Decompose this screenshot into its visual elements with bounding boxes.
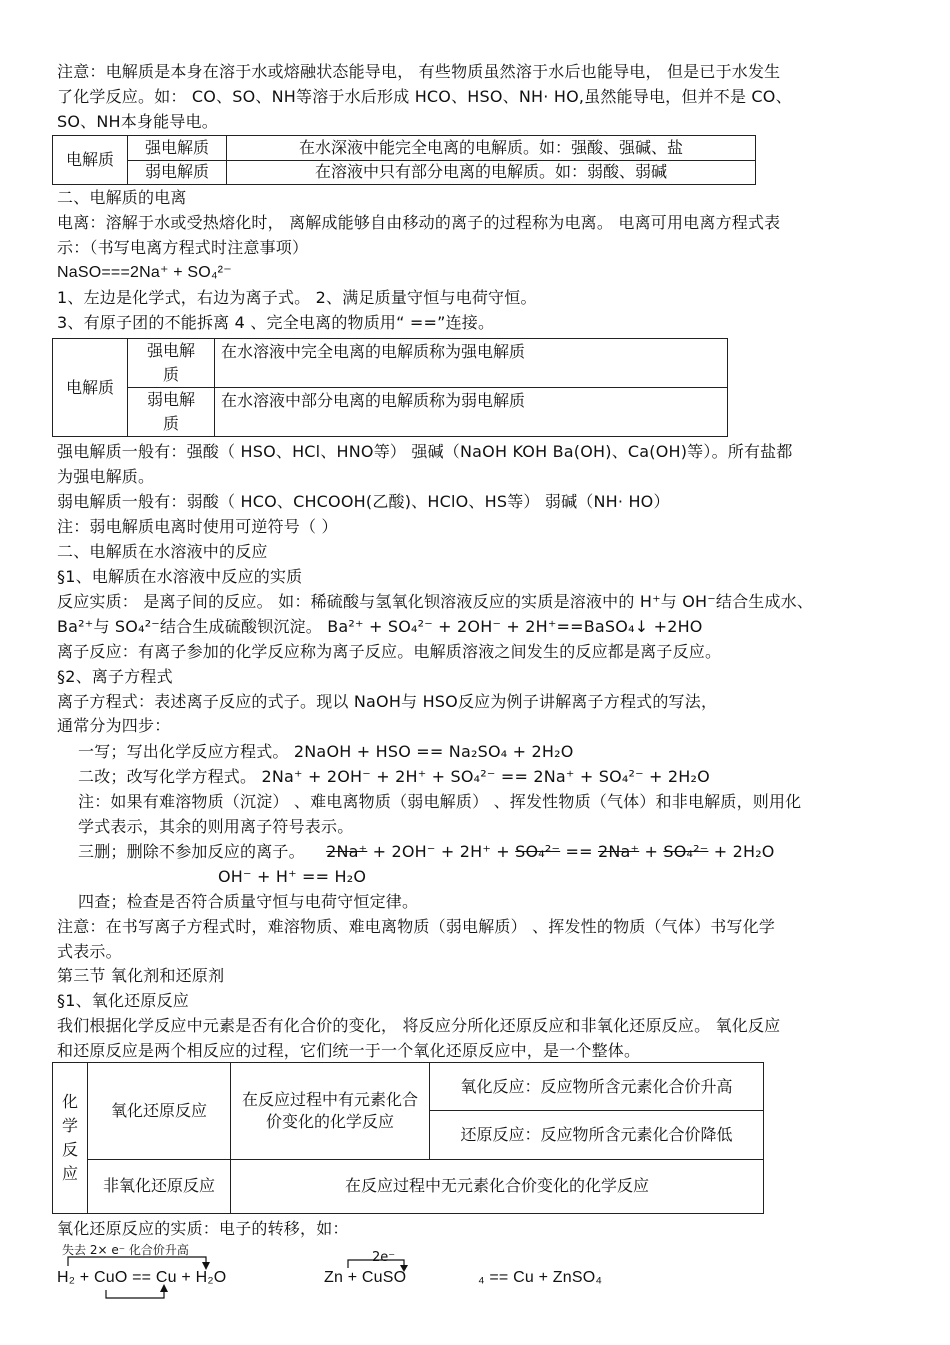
- cell-text: 质: [162, 365, 179, 384]
- electron-transfer-note: 失去 2× e⁻ 化合价升高: [62, 1243, 189, 1257]
- table-cell: 弱电解质: [128, 160, 227, 185]
- equation-line: NaSO===2Na⁺ + SO₄²⁻: [57, 264, 232, 281]
- text-line: 氧化还原反应的实质：电子的转移，如：: [57, 1219, 349, 1238]
- text-line: 注意：在书写离子方程式时，难溶物质、难电离物质（弱电解质） 、挥发性的物质（气体）书写化学: [57, 917, 776, 936]
- step-line: 四查；检查是否符合质量守恒与电荷守恒定律。: [78, 892, 419, 911]
- cancelled-ion: 2Na⁺: [326, 842, 368, 861]
- reaction-classification-table: [52, 1062, 764, 1214]
- electrolyte-table-1: [52, 135, 756, 185]
- equation-part: + 2OH⁻ + 2H⁺ +: [367, 842, 516, 861]
- text-line: 1、左边是化学式，右边为离子式。 2、满足质量守恒与电荷守恒。: [57, 288, 537, 307]
- text-line: 反应实质： 是离子间的反应。 如：稀硫酸与氢氧化钡溶液反应的实质是溶液中的 H⁺与 OH⁻结合生成水、: [57, 592, 814, 611]
- cancelled-ion: SO₄²⁻: [515, 842, 561, 861]
- table-cell: 在水溶液中部分电离的电解质称为弱电解质: [215, 388, 728, 437]
- loss-arrow: [68, 1257, 206, 1266]
- equation-part: ==: [560, 842, 598, 861]
- redox-equation-1: H₂ + CuO == Cu + H₂O: [57, 1269, 227, 1286]
- gain-arrow: [106, 1290, 164, 1298]
- equation-part: + 2H₂O: [708, 842, 775, 861]
- table-cell: 非氧化还原反应: [88, 1159, 231, 1213]
- table-cell: 在反应过程中有元素化合价变化的化学反应: [231, 1063, 430, 1160]
- section-heading: §2、离子方程式: [57, 667, 173, 686]
- note-line: 学式表示，其余的则用离子符号表示。: [78, 817, 354, 836]
- table-cell: 在溶液中只有部分电离的电解质。如：弱酸、弱碱: [227, 160, 756, 185]
- cancelled-ion: 2Na⁺: [597, 842, 640, 861]
- section-heading: 第三节 氧化剂和还原剂: [57, 966, 225, 985]
- text-line: 我们根据化学反应中元素是否有化合价的变化， 将反应分所化还原反应和非氧化还原反应。 氧化反应: [57, 1016, 781, 1035]
- table-cell: [128, 388, 215, 437]
- text-line: 注：弱电解质电离时使用可逆符号（ ）: [57, 517, 338, 536]
- electron-count-note: 2e⁻: [372, 1250, 396, 1265]
- cell-text: 弱电解: [146, 390, 195, 409]
- table-cell: [128, 339, 215, 388]
- text-line: 离子方程式：表述离子反应的式子。现以 NaOH与 HSO反应为例子讲解离子方程式的写法，: [57, 692, 718, 711]
- note-line: 注：如果有难溶物质（沉淀） 、难电离物质（弱电解质） 、挥发性物质（气体）和非电解质，则用化: [78, 792, 802, 811]
- text-line: 通常分为四步：: [57, 716, 171, 735]
- table-head: 电解质: [53, 136, 128, 185]
- cancelled-ion: SO₄²⁻: [663, 842, 709, 861]
- step-label: 三删；删除不参加反应的离子。: [78, 842, 305, 861]
- redox-equation-2a: Zn + CuSO: [324, 1269, 407, 1286]
- equation-line: OH⁻ + H⁺ == H₂O: [218, 867, 367, 886]
- text-line: 和还原反应是两个相反应的过程，它们统一于一个氧化还原反应中，是一个整体。: [57, 1041, 641, 1060]
- transfer-arrow: [348, 1260, 404, 1268]
- head-char: 反: [61, 1140, 78, 1159]
- electrolyte-table-2: [52, 338, 728, 437]
- table-cell: 在反应过程中无元素化合价变化的化学反应: [231, 1159, 764, 1213]
- text-line: 弱电解质一般有：弱酸（ HCO、CHCOOH(乙酸)、HClO、HS等） 弱碱（NH· HO）: [57, 492, 670, 511]
- step-line: 一写；写出化学反应方程式。 2NaOH + HSO == Na₂SO₄ + 2H₂O: [78, 742, 574, 761]
- table-head: [53, 1063, 88, 1214]
- text-line: 为强电解质。: [57, 467, 155, 486]
- text-line: 了化学反应。如： CO、SO、NH等溶于水后形成 HCO、HSO、NH· HO,虽然能导电，但并不是 CO、: [57, 87, 792, 106]
- text-line: Ba²⁺与 SO₄²⁻结合生成硫酸钡沉淀。 Ba²⁺ + SO₄²⁻ + 2OH⁻ + 2H⁺==BaSO₄↓ +2HO: [57, 617, 703, 636]
- text-line: 强电解质一般有：强酸（ HSO、HCl、HNO等） 强碱（NaOH KOH Ba(OH)、Ca(OH)等）。所有盐都: [57, 442, 793, 461]
- text-line: 示：（书写电离方程式时注意事项）: [57, 238, 309, 257]
- text-line: 离子反应：有离子参加的化学反应称为离子反应。电解质溶液之间发生的反应都是离子反应。: [57, 642, 722, 661]
- text-line: 电离：溶解于水或受热熔化时， 离解成能够自由移动的离子的过程称为电离。 电离可用电离方程式表: [57, 213, 781, 232]
- table-head: 电解质: [53, 339, 128, 437]
- head-char: 化: [61, 1092, 78, 1111]
- cell-text: 质: [162, 414, 179, 433]
- text-line: 式表示。: [57, 942, 122, 961]
- section-heading: §1、电解质在水溶液中反应的实质: [57, 567, 303, 586]
- table-cell: 在水深液中能完全电离的电解质。如：强酸、强碱、盐: [227, 136, 756, 161]
- table-cell: 氧化反应：反应物所含元素化合价升高: [430, 1063, 764, 1111]
- table-cell: 还原反应：反应物所含元素化合价降低: [430, 1111, 764, 1159]
- head-char: 应: [61, 1164, 78, 1183]
- section-heading: 二、电解质在水溶液中的反应: [57, 542, 268, 561]
- text-line: SO、NH本身能导电。: [57, 112, 218, 131]
- table-cell: 氧化还原反应: [88, 1063, 231, 1160]
- head-char: 学: [61, 1116, 78, 1135]
- redox-equation-2b: ₄ == Cu + ZnSO₄: [478, 1269, 603, 1286]
- table-cell: 强电解质: [128, 136, 227, 161]
- text-line: 注意：电解质是本身在溶于水或熔融状态能导电， 有些物质虽然溶于水后也能导电， 但是已于水发生: [57, 62, 781, 81]
- step-line: 二改；改写化学方程式。 2Na⁺ + 2OH⁻ + 2H⁺ + SO₄²⁻ == 2Na⁺ + SO₄²⁻ + 2H₂O: [78, 767, 710, 786]
- section-heading: §1、氧化还原反应: [57, 991, 189, 1010]
- section-heading: 二、电解质的电离: [57, 188, 187, 207]
- cell-text: 强电解: [146, 341, 195, 360]
- text-line: 3、有原子团的不能拆离 4 、完全电离的物质用“ ==”连接。: [57, 313, 495, 332]
- step-line: [78, 842, 918, 862]
- equation-part: +: [639, 842, 664, 861]
- table-cell: 在水溶液中完全电离的电解质称为强电解质: [215, 339, 728, 388]
